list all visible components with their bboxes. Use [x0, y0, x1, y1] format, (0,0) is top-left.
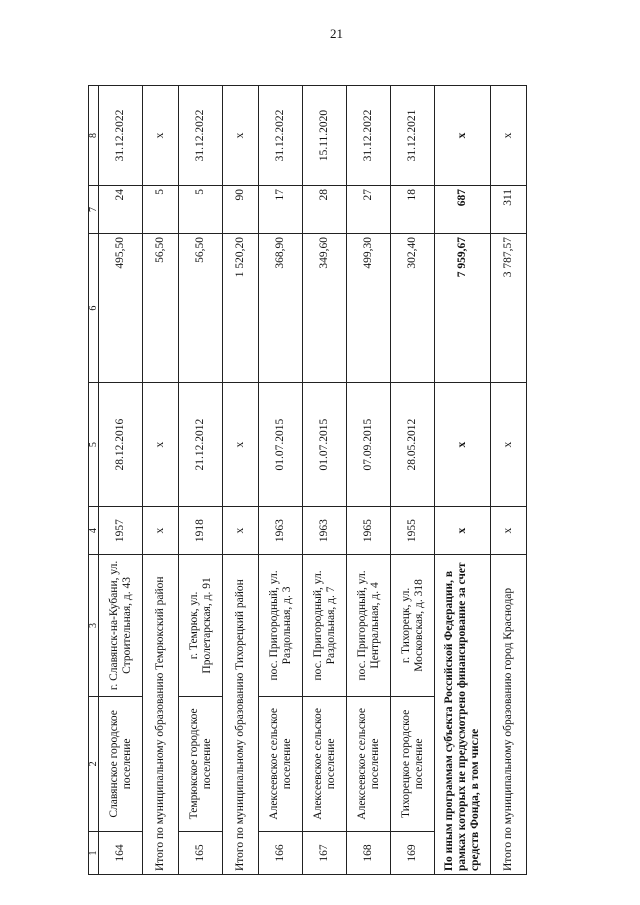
- address-cell: г. Славянск-на-Кубани, ул. Строительная, д. 43: [99, 555, 143, 697]
- year-cell: 1963: [259, 507, 303, 555]
- page-number: 21: [330, 26, 343, 41]
- address-cell: пос. Пригородный, ул. Раздольная, д. 3: [259, 555, 303, 697]
- date-cell: x: [435, 383, 491, 507]
- date-cell: 28.12.2016: [99, 383, 143, 507]
- table-row: [179, 86, 223, 875]
- year-cell: x: [435, 507, 491, 555]
- total-row: [223, 86, 259, 875]
- area-cell: 499,30: [347, 233, 391, 382]
- table-row: [99, 86, 143, 875]
- area-cell: 56,50: [143, 233, 179, 382]
- year-cell: 1957: [99, 507, 143, 555]
- row-number: 164: [99, 832, 143, 875]
- table-row: [259, 86, 303, 875]
- settlement-cell: Алексеевское сельское поселение: [347, 696, 391, 831]
- people-cell: 28: [303, 185, 347, 233]
- year-cell: 1918: [179, 507, 223, 555]
- total-label: Итого по муниципальному образованию Тихорецкий район: [223, 555, 259, 875]
- area-cell: 1 520,20: [223, 233, 259, 382]
- col-number: 5: [89, 383, 99, 507]
- settlement-cell: Славянское городское поселение: [99, 696, 143, 831]
- date-cell: 21.12.2012: [179, 383, 223, 507]
- date-cell: 07.09.2015: [347, 383, 391, 507]
- total-label: Итого по муниципальному образованию город Краснодар: [491, 555, 527, 875]
- settlement-cell: Алексеевское сельское поселение: [303, 696, 347, 831]
- total-row: [491, 86, 527, 875]
- table-row: [303, 86, 347, 875]
- year-cell: x: [223, 507, 259, 555]
- housing-table: [88, 85, 527, 875]
- year-cell: 1955: [391, 507, 435, 555]
- area-cell: 495,50: [99, 233, 143, 382]
- deadline-cell: 31.12.2022: [179, 86, 223, 186]
- people-cell: 687: [435, 185, 491, 233]
- total-label: Итого по муниципальному образованию Темрюкский район: [143, 555, 179, 875]
- date-cell: 28.05.2012: [391, 383, 435, 507]
- table-row: [347, 86, 391, 875]
- deadline-cell: x: [491, 86, 527, 186]
- people-cell: 27: [347, 185, 391, 233]
- column-number-row: [89, 86, 99, 875]
- settlement-cell: Алексеевское сельское поселение: [259, 696, 303, 831]
- people-cell: 90: [223, 185, 259, 233]
- row-number: 169: [391, 832, 435, 875]
- deadline-cell: 31.12.2021: [391, 86, 435, 186]
- date-cell: 01.07.2015: [303, 383, 347, 507]
- area-cell: 302,40: [391, 233, 435, 382]
- deadline-cell: 31.12.2022: [347, 86, 391, 186]
- row-number: 165: [179, 832, 223, 875]
- settlement-cell: Тихорецкое городское поселение: [391, 696, 435, 831]
- date-cell: x: [223, 383, 259, 507]
- deadline-cell: 15.11.2020: [303, 86, 347, 186]
- people-cell: 17: [259, 185, 303, 233]
- col-number: 1: [89, 832, 99, 875]
- deadline-cell: x: [223, 86, 259, 186]
- settlement-cell: Темрюкское городское поселение: [179, 696, 223, 831]
- deadline-cell: x: [143, 86, 179, 186]
- address-cell: г. Темрюк, ул. Пролетарская, д. 91: [179, 555, 223, 697]
- year-cell: x: [491, 507, 527, 555]
- date-cell: x: [491, 383, 527, 507]
- total-row: [143, 86, 179, 875]
- program-total-row: [435, 86, 491, 875]
- year-cell: x: [143, 507, 179, 555]
- col-number: 6: [89, 233, 99, 382]
- area-cell: 368,90: [259, 233, 303, 382]
- row-number: 167: [303, 832, 347, 875]
- address-cell: пос. Пригородный, ул. Раздольная, д. 7: [303, 555, 347, 697]
- date-cell: x: [143, 383, 179, 507]
- row-number: 168: [347, 832, 391, 875]
- col-number: 4: [89, 507, 99, 555]
- address-cell: пос. Пригородный, ул. Центральная, д. 4: [347, 555, 391, 697]
- people-cell: 24: [99, 185, 143, 233]
- people-cell: 311: [491, 185, 527, 233]
- program-total-label: По иным программам субъекта Российской Федерации, в рамках которых не предусмотрено финансирование за счет средств Фонда, в том числе: [435, 555, 491, 875]
- area-cell: 3 787,57: [491, 233, 527, 382]
- table-row: [391, 86, 435, 875]
- year-cell: 1965: [347, 507, 391, 555]
- year-cell: 1963: [303, 507, 347, 555]
- people-cell: 5: [179, 185, 223, 233]
- area-cell: 56,50: [179, 233, 223, 382]
- deadline-cell: x: [435, 86, 491, 186]
- col-number: 7: [89, 185, 99, 233]
- area-cell: 7 959,67: [435, 233, 491, 382]
- date-cell: 01.07.2015: [259, 383, 303, 507]
- row-number: 166: [259, 832, 303, 875]
- area-cell: 349,60: [303, 233, 347, 382]
- people-cell: 18: [391, 185, 435, 233]
- col-number: 8: [89, 86, 99, 186]
- col-number: 3: [89, 555, 99, 697]
- deadline-cell: 31.12.2022: [259, 86, 303, 186]
- deadline-cell: 31.12.2022: [99, 86, 143, 186]
- col-number: 2: [89, 696, 99, 831]
- address-cell: г. Тихорецк, ул. Московская, д. 318: [391, 555, 435, 697]
- rotated-table-wrapper: [88, 85, 608, 875]
- people-cell: 5: [143, 185, 179, 233]
